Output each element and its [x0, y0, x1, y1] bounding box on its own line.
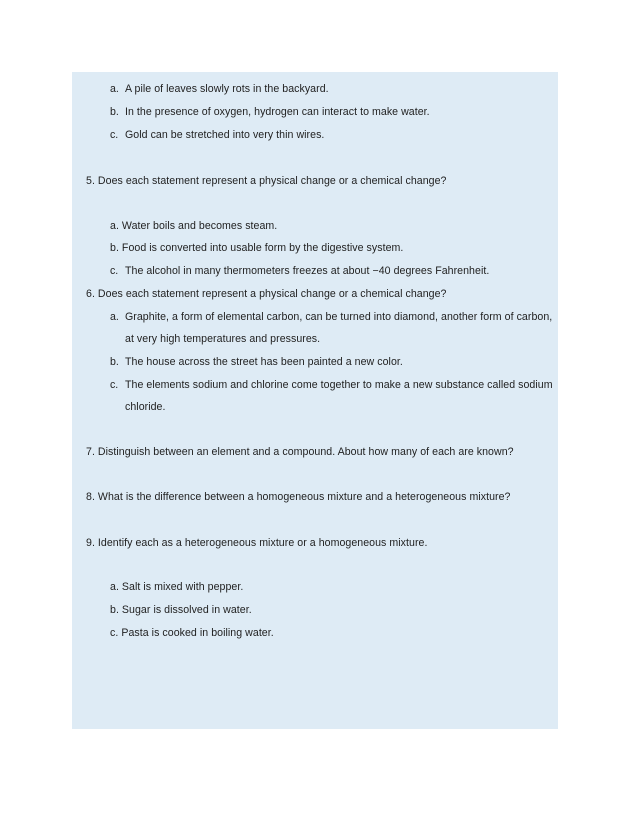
q9-item-c: c. Pasta is cooked in boiling water.	[110, 627, 274, 639]
q6-item-b-marker: b.	[110, 356, 119, 368]
q5-question: 5. Does each statement represent a physical change or a chemical change?	[86, 175, 447, 187]
q6-item-c-line2: chloride.	[125, 401, 166, 413]
q9-item-b: b. Sugar is dissolved in water.	[110, 604, 252, 616]
q6-question: 6. Does each statement represent a physical change or a chemical change?	[86, 288, 447, 300]
q6-item-c-line1: The elements sodium and chlorine come together to make a new substance called sodium	[125, 379, 553, 391]
q9-item-a: a. Salt is mixed with pepper.	[110, 581, 244, 593]
q8-question: 8. What is the difference between a homogeneous mixture and a heterogeneous mixture?	[86, 491, 511, 503]
q6-item-b-text: The house across the street has been painted a new color.	[125, 356, 403, 368]
q6-item-a-marker: a.	[110, 311, 119, 323]
q4-item-b-marker: b.	[110, 106, 119, 118]
q4-item-a-text: A pile of leaves slowly rots in the backyard.	[125, 83, 329, 95]
q4-item-b-text: In the presence of oxygen, hydrogen can interact to make water.	[125, 106, 430, 118]
q4-item-c-text: Gold can be stretched into very thin wires.	[125, 129, 325, 141]
q4-item-a-marker: a.	[110, 83, 119, 95]
q6-item-a-line1: Graphite, a form of elemental carbon, can be turned into diamond, another form of carbon,	[125, 311, 553, 323]
q5-item-b: b. Food is converted into usable form by the digestive system.	[110, 242, 404, 254]
q5-item-c-marker: c.	[110, 265, 119, 277]
q6-item-a-line2: at very high temperatures and pressures.	[125, 333, 321, 345]
q5-item-c-text: The alcohol in many thermometers freezes at about −40 degrees Fahrenheit.	[125, 265, 490, 277]
q9-question: 9. Identify each as a heterogeneous mixture or a homogeneous mixture.	[86, 537, 428, 549]
q4-item-c-marker: c.	[110, 129, 119, 141]
q6-item-c-marker: c.	[110, 379, 119, 391]
q5-item-a: a. Water boils and becomes steam.	[110, 220, 278, 232]
q7-question: 7. Distinguish between an element and a compound. About how many of each are known?	[86, 446, 514, 458]
